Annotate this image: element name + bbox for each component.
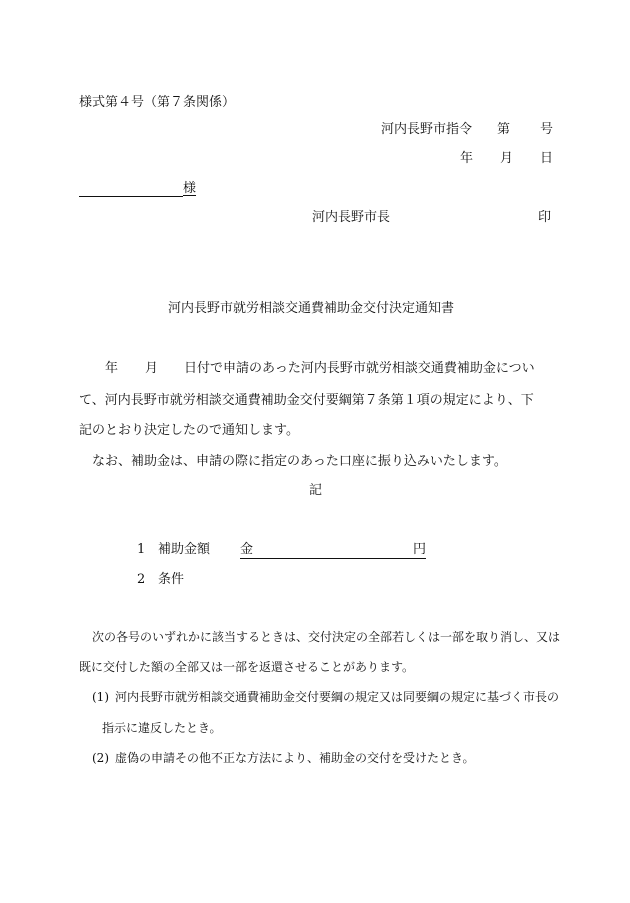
item-2-label: 条件 bbox=[158, 572, 185, 587]
body-line-2: て、河内長野市就労相談交通費補助金交付要綱第７条第１項の規定により、下 bbox=[79, 393, 534, 408]
command-dai: 第 bbox=[497, 122, 511, 137]
body-year: 年 bbox=[105, 361, 119, 376]
amount-line bbox=[240, 558, 426, 559]
item-1-label: 補助金額 bbox=[158, 542, 211, 557]
document-title: 河内長野市就労相談交通費補助金交付決定通知書 bbox=[168, 301, 455, 316]
body-paragraph-2: なお、補助金は、申請の際に指定のあった口座に振り込みいたします。 bbox=[92, 454, 507, 469]
item-2-number: 2 bbox=[137, 572, 146, 587]
body-month: 月 bbox=[145, 361, 159, 376]
condition-2-text: 虚偽の申請その他不正な方法により、補助金の交付を受けたとき。 bbox=[115, 751, 475, 765]
form-number: 様式第４号（第７条関係） bbox=[79, 95, 236, 110]
body-line-1: 日付で申請のあった河内長野市就労相談交通費補助金につい bbox=[184, 361, 535, 376]
item-1-number: 1 bbox=[137, 542, 146, 557]
conditions-intro-line-1: 次の各号のいずれかに該当するときは、交付決定の全部若しくは一部を取り消し、又は bbox=[92, 630, 561, 644]
body-line-3: 記のとおり決定したので通知します。 bbox=[79, 423, 299, 438]
conditions-intro-line-2: 既に交付した額の全部又は一部を返還させることがあります。 bbox=[79, 660, 415, 674]
recipient-name-line bbox=[79, 196, 183, 197]
date-year: 年 bbox=[460, 151, 474, 166]
item-1-yen: 円 bbox=[413, 542, 427, 557]
command-issuer: 河内長野市指令 bbox=[381, 122, 473, 137]
ki-heading: 記 bbox=[309, 483, 323, 498]
sender-name: 河内長野市長 bbox=[312, 210, 391, 225]
condition-2-number: (2) bbox=[92, 751, 109, 765]
recipient-suffix: 様 bbox=[183, 181, 197, 196]
condition-1-line-1: 河内長野市就労相談交通費補助金交付要綱の規定又は同要綱の規定に基づく市長の bbox=[115, 690, 560, 704]
condition-1-line-2: 指示に違反したとき。 bbox=[102, 721, 222, 735]
date-day: 日 bbox=[540, 151, 554, 166]
condition-1-number: (1) bbox=[92, 690, 109, 704]
item-1-kin: 金 bbox=[240, 542, 254, 557]
date-month: 月 bbox=[500, 151, 514, 166]
seal-mark: 印 bbox=[538, 210, 552, 225]
command-go: 号 bbox=[540, 122, 554, 137]
